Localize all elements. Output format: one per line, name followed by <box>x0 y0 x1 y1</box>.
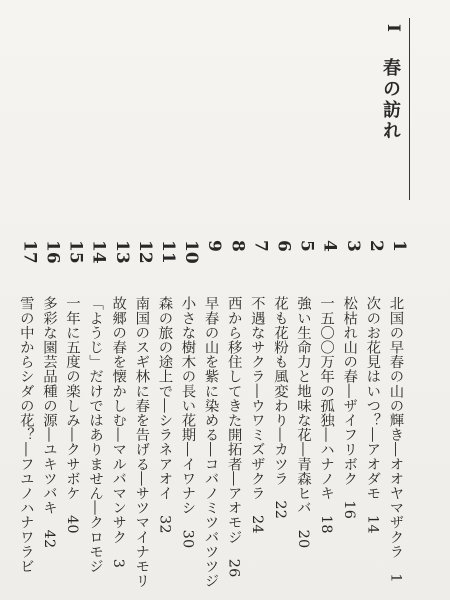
entry-number: 8 <box>227 240 248 252</box>
entry-number: 7 <box>250 240 271 252</box>
section-divider-line <box>409 18 410 200</box>
entry-number: 16 <box>42 240 63 264</box>
entry-number: 4 <box>319 240 340 252</box>
entry-number: 12 <box>134 240 155 264</box>
contents-entry: 「ようじ」だけではありません―クロモジ <box>87 296 104 574</box>
contents-entry: 次のお花見はいつ？―アオダモ 14 <box>364 296 381 534</box>
entry-number: 15 <box>65 240 86 264</box>
entry-number: 5 <box>296 240 317 252</box>
entry-number: 14 <box>88 240 109 264</box>
entry-number: 3 <box>342 240 363 252</box>
contents-entry: 雪の中からシダの花？―フユノハナワラビ <box>17 296 34 574</box>
entry-number: 10 <box>181 240 202 264</box>
section-number: I <box>383 24 403 32</box>
contents-entry: 強い生命力と地味な花―青森ヒバ 20 <box>295 296 311 549</box>
contents-entry: 花も花粉も風変わり―カツラ 22 <box>271 296 288 520</box>
contents-entry: 北国の早春の山の輝き―オオヤマザクラ 1 <box>387 296 404 583</box>
entry-number: 1 <box>389 240 409 252</box>
contents-entry: 早春の山を紫に染める―コバノミツバツツジ <box>202 296 219 588</box>
section-title: 春の訪れ <box>380 58 401 142</box>
entry-number: 2 <box>365 240 386 252</box>
entry-number: 13 <box>111 240 132 264</box>
entry-number: 6 <box>273 240 294 252</box>
entry-number: 9 <box>204 240 225 252</box>
contents-entry: 松枯れ山の春―ザイフリボク 16 <box>341 296 358 520</box>
contents-entry: 多彩な園芸品種の源―ユキツバキ 42 <box>40 296 57 549</box>
contents-entry: 一年に五度の楽しみ―クサボケ 40 <box>64 296 80 534</box>
contents-entry: 西から移住してきた開拓者―アオモジ 26 <box>225 296 242 578</box>
contents-entry: 森の旅の途上で―シラネアオイ 32 <box>156 296 173 534</box>
contents-entry: 一五〇〇万年の孤独―ハナノキ 18 <box>318 296 335 534</box>
contents-entry: 不遇なサクラ―ウワミズザクラ 24 <box>248 296 265 534</box>
contents-entry: 故郷の春を懐かしむ―マルバマンサク 3 <box>110 296 127 569</box>
entry-number: 17 <box>19 240 40 264</box>
entry-number: 11 <box>158 240 178 264</box>
contents-entry: 小さな樹木の長い花期―イワナシ 30 <box>179 296 196 549</box>
contents-entry: 南国のスギ林に春を告げる―サツマイナモリ <box>133 296 150 588</box>
